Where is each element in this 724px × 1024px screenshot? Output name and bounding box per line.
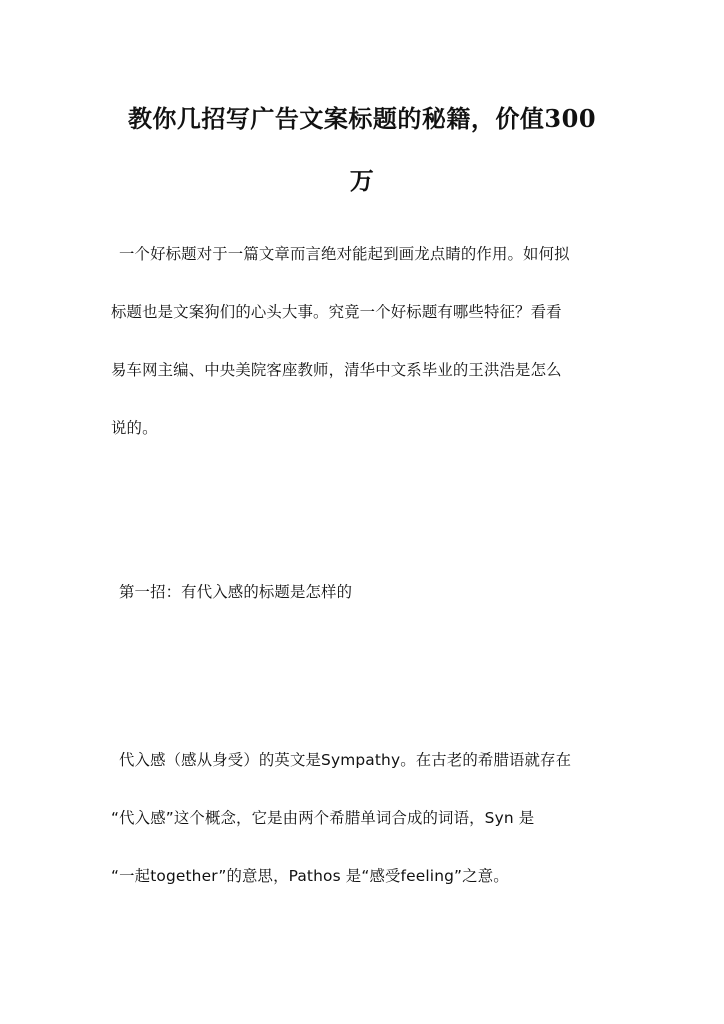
paragraph-line: 说的。 [111,419,158,437]
paragraph-line: 标题也是文案狗们的心头大事。究竟一个好标题有哪些特征？看看 [111,303,562,321]
title-line: 万 [349,166,375,195]
section-paragraph [111,731,616,905]
paragraph-line: 代入感（感从身受）的英文是Sympathy。在古老的希腊语就存在 [119,751,572,769]
title-line: 教你几招写广告文案标题的秘籍，价值300 [127,104,597,133]
paragraph-line: “代入感”这个概念，它是由两个希腊单词合成的词语，Syn 是 [111,809,535,827]
intro-paragraph [111,225,616,457]
section-heading-text: 第一招：有代入感的标题是怎样的 [119,583,353,601]
paragraph-line: “一起together”的意思，Pathos 是“感受feeling”之意。 [111,867,509,885]
paragraph-line: 易车网主编、中央美院客座教师，清华中文系毕业的王洪浩是怎么 [111,361,562,379]
section-heading [111,563,616,621]
document-title [100,88,624,212]
paragraph-line: 一个好标题对于一篇文章而言绝对能起到画龙点睛的作用。如何拟 [119,245,570,263]
